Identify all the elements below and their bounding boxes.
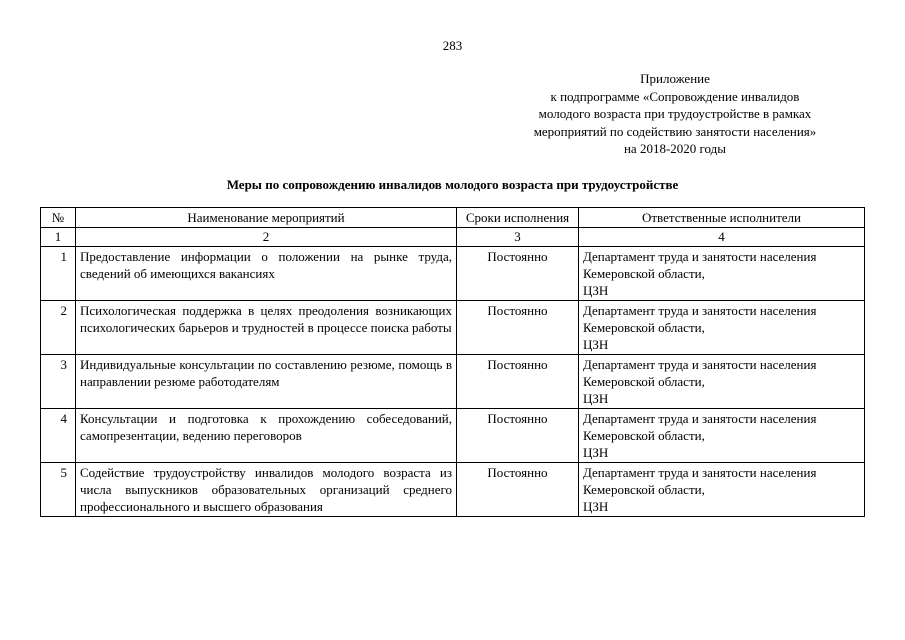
measure-responsible [579, 355, 865, 409]
row-number: 1 [41, 247, 76, 301]
row-number: 5 [41, 463, 76, 517]
table-row [41, 355, 865, 409]
measure-terms: Постоянно [457, 463, 579, 517]
responsible-line: Департамент труда и занятости населения [583, 303, 817, 318]
appendix-line: на 2018-2020 годы [623, 141, 727, 156]
column-number: 3 [457, 228, 579, 247]
measure-terms: Постоянно [457, 409, 579, 463]
responsible-line: Кемеровской области, [583, 482, 705, 497]
header-no: № [41, 208, 76, 228]
measure-name: Содействие трудоустройству инвалидов молодого возраста из числа выпускников образовательных организаций среднего профессионального и высшего образования [76, 463, 457, 517]
measure-responsible [579, 409, 865, 463]
responsible-line: ЦЗН [583, 391, 609, 406]
responsible-line: ЦЗН [583, 283, 609, 298]
responsible-line: ЦЗН [583, 337, 609, 352]
measure-terms: Постоянно [457, 247, 579, 301]
measure-name: Консультации и подготовка к прохождению собеседований, самопрезентации, ведению переговоров [76, 409, 457, 463]
row-number: 3 [41, 355, 76, 409]
appendix-line: к подпрограмме «Сопровождение инвалидов [550, 88, 800, 104]
measure-name: Предоставление информации о положении на рынке труда, сведений об имеющихся вакансиях [76, 247, 457, 301]
responsible-line: Департамент труда и занятости населения [583, 249, 817, 264]
header-name: Наименование мероприятий [76, 208, 457, 228]
measure-terms: Постоянно [457, 301, 579, 355]
responsible-line: Департамент труда и занятости населения [583, 411, 817, 426]
column-number: 4 [579, 228, 865, 247]
responsible-line: Департамент труда и занятости населения [583, 357, 817, 372]
table-row [41, 247, 865, 301]
measure-name: Психологическая поддержка в целях преодоления возникающих психологических барьеров и трудностей в процессе поиска работы [76, 301, 457, 355]
column-number: 1 [41, 228, 76, 247]
page-number: 283 [442, 38, 463, 53]
table-row [41, 463, 865, 517]
appendix-note [490, 70, 860, 158]
measure-responsible [579, 463, 865, 517]
header-terms: Сроки исполнения [457, 208, 579, 228]
measures-table [40, 207, 865, 517]
appendix-line: мероприятий по содействию занятости населения» [533, 123, 817, 139]
responsible-line: Департамент труда и занятости населения [583, 465, 817, 480]
document-title: Меры по сопровождению инвалидов молодого возраста при трудоустройстве [226, 177, 679, 192]
responsible-line: Кемеровской области, [583, 374, 705, 389]
appendix-line: Приложение [640, 71, 710, 86]
measure-responsible [579, 247, 865, 301]
appendix-line: молодого возраста при трудоустройстве в рамках [538, 106, 812, 121]
measure-responsible [579, 301, 865, 355]
table-row [41, 301, 865, 355]
table-row [41, 409, 865, 463]
responsible-line: Кемеровской области, [583, 428, 705, 443]
responsible-line: Кемеровской области, [583, 320, 705, 335]
column-numbers-row [41, 228, 865, 247]
responsible-line: ЦЗН [583, 445, 609, 460]
row-number: 2 [41, 301, 76, 355]
responsible-line: ЦЗН [583, 499, 609, 514]
measure-terms: Постоянно [457, 355, 579, 409]
table-header-row [41, 208, 865, 228]
responsible-line: Кемеровской области, [583, 266, 705, 281]
row-number: 4 [41, 409, 76, 463]
header-responsible: Ответственные исполнители [579, 208, 865, 228]
measure-name: Индивидуальные консультации по составлению резюме, помощь в направлении резюме работодателям [76, 355, 457, 409]
column-number: 2 [76, 228, 457, 247]
